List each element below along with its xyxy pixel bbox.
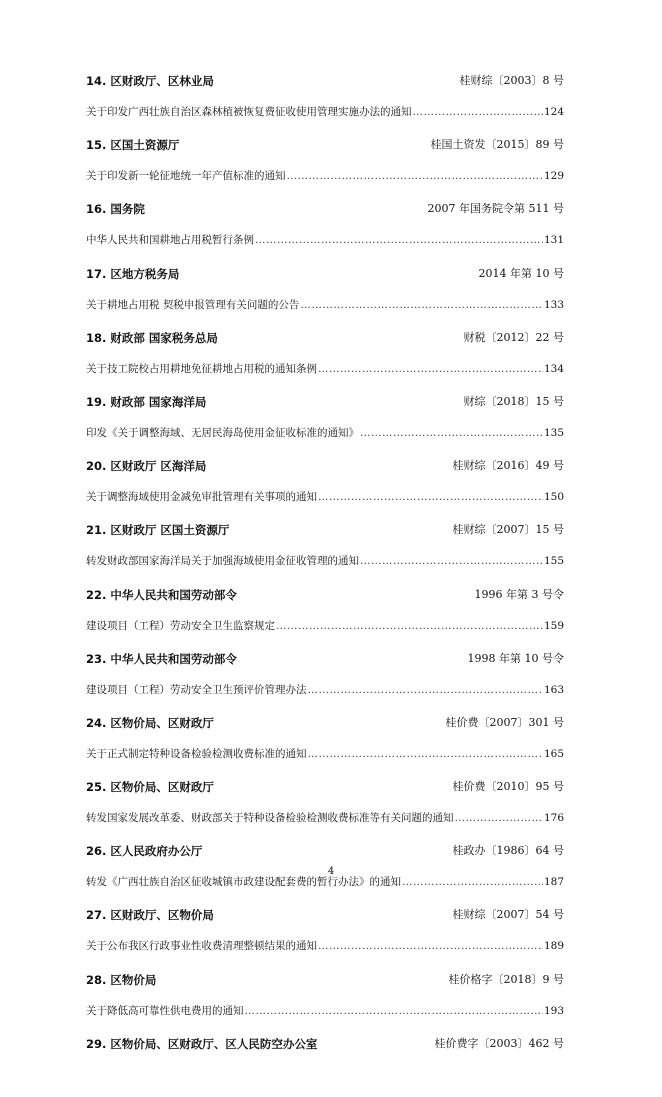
entry-heading [86,584,564,606]
page-reference: 159 [543,619,564,632]
document-number: 财税〔2012〕22 号 [463,330,564,344]
document-number: 桂国土资发〔2015〕89 号 [430,138,564,152]
issuer-title: 22. 中华人民共和国劳动部令 [86,587,237,602]
page-reference: 155 [543,555,564,568]
document-title: 关于正式制定特种设备检验检测收费标准的通知 [86,747,307,760]
toc-entry-18 [86,327,564,391]
dot-leader [318,486,543,508]
document-number: 桂价费〔2010〕95 号 [452,780,564,794]
issuer-title: 19. 财政部 国家海洋局 [86,394,207,409]
entry-heading [86,263,564,285]
toc-entry-17 [86,263,564,327]
toc-entry-29 [86,1033,564,1097]
dot-leader [245,1000,543,1022]
toc-entry-19 [86,391,564,455]
issuer-title: 25. 区物价局、区财政厅 [86,780,214,795]
issuer-title: 24. 区物价局、区财政厅 [86,715,214,730]
page-reference: 135 [543,426,564,439]
entry-heading [86,969,564,991]
issuer-title: 21. 区财政厅 区国土资源厅 [86,523,230,538]
document-number: 桂价格字〔2018〕9 号 [448,972,564,986]
page-reference: 187 [543,876,564,889]
issuer-title: 28. 区物价局 [86,972,157,987]
document-number: 桂财综〔2007〕54 号 [452,908,564,922]
document-number: 桂财综〔2007〕15 号 [452,523,564,537]
document-number: 桂政办〔1986〕64 号 [452,844,564,858]
dot-leader [287,165,543,187]
entry-heading [86,648,564,670]
page-reference: 193 [543,1004,564,1017]
entry-heading [86,519,564,541]
document-number: 2014 年第 10 号 [478,266,564,280]
document-title: 关于印发广西壮族自治区森林植被恢复费征收使用管理实施办法的通知 [86,106,412,118]
document-title: 建设项目（工程）劳动安全卫生监察规定 [86,619,275,632]
issuer-title: 29. 区物价局、区财政厅、区人民防空办公室 [86,1036,318,1051]
issuer-title: 18. 财政部 国家税务总局 [86,330,218,345]
document-number: 桂价费〔2007〕301 号 [445,715,564,729]
document-number: 1998 年第 10 号令 [467,651,564,665]
document-title: 关于调整海域使用金减免审批管理有关事项的通知 [86,491,317,504]
document-number: 桂财综〔2016〕49 号 [452,459,564,473]
toc-line [86,807,564,829]
toc-line [86,229,564,251]
issuer-title: 26. 区人民政府办公厅 [86,844,203,859]
dot-leader [276,615,543,637]
entry-heading [86,776,564,798]
toc-line [86,935,564,957]
toc-entry-16 [86,198,564,262]
entry-heading [86,840,564,862]
toc-entry-15 [86,134,564,198]
issuer-title: 23. 中华人民共和国劳动部令 [86,651,237,666]
dot-leader [413,101,543,123]
toc-entry-24 [86,712,564,776]
toc-line [86,1000,564,1022]
toc-line [86,422,564,444]
toc-line [86,358,564,380]
page-reference: 163 [543,683,564,696]
dot-leader [308,679,543,701]
page-reference: 131 [543,234,564,247]
entry-heading [86,1033,564,1055]
document-title: 中华人民共和国耕地占用税暂行条例 [86,234,254,247]
issuer-title: 15. 区国土资源厅 [86,138,180,153]
entry-heading [86,904,564,926]
entry-heading [86,327,564,349]
issuer-title: 27. 区财政厅、区物价局 [86,908,214,923]
document-title: 关于印发新一轮征地统一年产值标准的通知 [86,170,286,183]
document-title: 建设项目（工程）劳动安全卫生预评价管理办法 [86,683,307,696]
toc-entry-21 [86,519,564,583]
issuer-title: 16. 国务院 [86,202,145,217]
toc-entry-20 [86,455,564,519]
entry-heading [86,455,564,477]
dot-leader [318,935,543,957]
toc-line [86,101,564,123]
page-reference: 129 [543,170,564,183]
page-reference: 165 [543,747,564,760]
dot-leader [318,358,543,380]
dot-leader [360,422,543,444]
issuer-title: 17. 区地方税务局 [86,266,180,281]
entry-heading [86,134,564,156]
document-title: 转发《广西壮族自治区征收城镇市政建设配套费的暂行办法》的通知 [86,876,401,889]
toc-line [86,743,564,765]
page-reference: 134 [543,362,564,375]
dot-leader [455,807,543,829]
toc-line [86,679,564,701]
page-reference: 176 [543,812,564,825]
document-title: 关于耕地占用税 契税申报管理有关问题的公告 [86,298,300,311]
toc-entry-22 [86,584,564,648]
table-of-contents [86,70,564,1097]
entry-heading [86,712,564,734]
document-number: 财综〔2018〕15 号 [463,394,564,408]
toc-entry-28 [86,969,564,1033]
document-title: 转发财政部国家海洋局关于加强海域使用金征收管理的通知 [86,555,359,568]
toc-line [86,165,564,187]
issuer-title: 20. 区财政厅 区海洋局 [86,459,207,474]
dot-leader [255,229,543,251]
entry-heading [86,198,564,220]
document-title: 转发国家发展改革委、财政部关于特种设备检验检测收费标准等有关问题的通知 [86,812,454,825]
dot-leader [300,294,543,316]
dot-leader [360,550,543,572]
issuer-title: 14. 区财政厅、区林业局 [86,74,214,88]
toc-line [86,486,564,508]
page-reference: 124 [543,106,564,118]
document-number: 桂价费字〔2003〕462 号 [434,1036,564,1050]
toc-line [86,615,564,637]
toc-line [86,550,564,572]
page-reference: 150 [543,491,564,504]
document-title: 印发《关于调整海域、无居民海岛使用金征收标准的通知》 [86,426,359,439]
toc-entry-23 [86,648,564,712]
entry-heading [86,391,564,413]
page-reference: 133 [543,298,564,311]
dot-leader [308,743,543,765]
page-reference: 189 [543,940,564,953]
document-title: 关于降低高可靠性供电费用的通知 [86,1004,244,1017]
document-number: 2007 年国务院令第 511 号 [427,202,564,216]
page-number: 4 [327,866,335,877]
entry-heading [86,70,564,92]
document-number: 桂财综〔2003〕8 号 [459,74,564,87]
toc-line [86,294,564,316]
toc-entry-27 [86,904,564,968]
document-title: 关于公布我区行政事业性收费清理整顿结果的通知 [86,940,317,953]
toc-entry-14 [86,70,564,134]
document-number: 1996 年第 3 号令 [474,587,564,601]
toc-entry-25 [86,776,564,840]
document-title: 关于技工院校占用耕地免征耕地占用税的通知条例 [86,362,317,375]
